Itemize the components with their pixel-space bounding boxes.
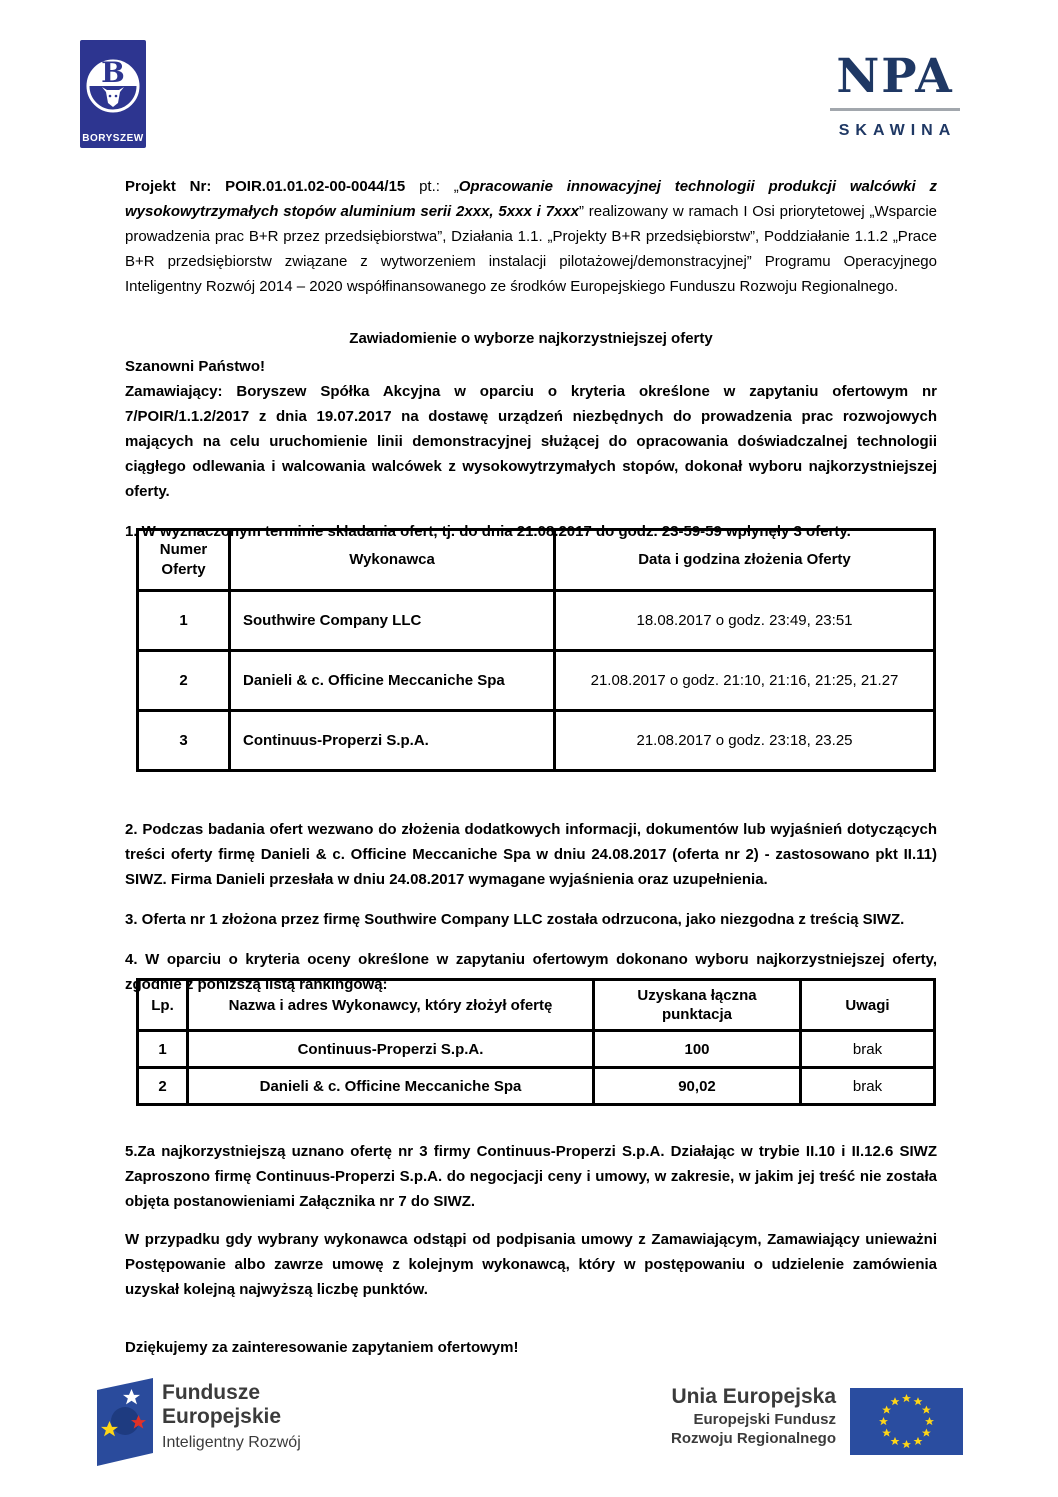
- offer-contractor: Southwire Company LLC: [230, 591, 555, 651]
- point-5-text: 5.Za najkorzystniejszą uznano ofertę nr 3 firmy Continuus-Properzi S.p.A. Działając w trybie II.10 i II.12.6 SIWZ Zaproszono firmę Continuus-Properzi S.p.A. do negocjacji ceny i umowy, w zakresie, w jakim jej treść nie została objęta postanowieniami Załącznika nr 7 do SIWZ.: [125, 1143, 937, 1210]
- thanks-line: Dziękujemy za zainteresowanie zapytaniem ofertowym!: [125, 1339, 519, 1356]
- boryszew-logo-icon: [80, 40, 146, 148]
- intro-normal-2: ” realizowany w ramach I Osi priorytetowej „Wsparcie prowadzenia prac B+R przez przedsiębiorstwa”, Działania 1.1. „Projekty B+R przedsiębiorstw”, Poddziałanie 1.1.2 „Prace B+R przedsiębiorstw związane z wytworzeniem instalacji pilotażowej/demonstracyjnej” Programu Operacyjnego Inteligentny Rozwój 2014 – 2020 współfinansowanego ze środków Europejskiego Funduszu Rozwoju Regionalnego.: [125, 203, 937, 295]
- point-3-text: 3. Oferta nr 1 złożona przez firmę Southwire Company LLC została odrzucona, jako niezgodna z treścią SIWZ.: [125, 911, 905, 928]
- fundusze-europejskie-wordmark: [162, 1381, 301, 1454]
- offer-datetime: 18.08.2017 o godz. 23:49, 23:51: [555, 591, 935, 651]
- ranking-table-header-row: [138, 980, 935, 1031]
- table-row: [138, 1031, 935, 1068]
- offer-datetime: 21.08.2017 o godz. 21:10, 21:16, 21:25, 21.27: [555, 651, 935, 711]
- unia-line2: Europejski Fundusz: [693, 1411, 836, 1428]
- ranking-table: [136, 978, 936, 1106]
- ranking-header-remarks: Uwagi: [801, 980, 935, 1031]
- notice-paragraph: [125, 354, 937, 504]
- ranking-contractor: Continuus-Properzi S.p.A.: [188, 1031, 594, 1068]
- fundusze-line1: Fundusze: [162, 1381, 260, 1404]
- fundusze-europejskie-flag-icon: [95, 1377, 153, 1475]
- unia-line3: Rozwoju Regionalnego: [671, 1430, 836, 1447]
- npa-logo-divider: [830, 108, 960, 111]
- fundusze-line3: Inteligentny Rozwój: [162, 1434, 301, 1451]
- offers-table: [136, 528, 936, 772]
- offer-contractor: Continuus-Properzi S.p.A.: [230, 711, 555, 771]
- ranking-header-name: Nazwa i adres Wykonawcy, który złożył ofertę: [188, 980, 594, 1031]
- ranking-contractor: Danieli & c. Officine Meccaniche Spa: [188, 1068, 594, 1105]
- offer-contractor: Danieli & c. Officine Meccaniche Spa: [230, 651, 555, 711]
- point-1-text: 1. W wyznaczonym terminie składania ofert, tj. do dnia 21.08.2017 do godz. 23-59-59 wpłynęły 3 oferty.: [125, 523, 851, 540]
- table-row: [138, 591, 935, 651]
- table-row: [138, 1068, 935, 1105]
- offers-table-header-row: [138, 530, 935, 591]
- ranking-header-points: Uzyskana łączna punktacja: [594, 980, 801, 1031]
- salutation: Szanowni Państwo!: [125, 358, 266, 375]
- point-4-text: 4. W oparciu o kryteria oceny określone w zapytaniu ofertowym dokonano wyboru najkorzystniejszej oferty, zgodnie z poniższą listą rankingową:: [125, 951, 937, 993]
- ranking-points: 90,02: [594, 1068, 801, 1105]
- intro-normal-1: pt.: „: [405, 178, 459, 195]
- svg-text:BORYSZEW: BORYSZEW: [82, 133, 144, 144]
- offer-number: 3: [138, 711, 230, 771]
- eu-flag-icon: [850, 1388, 963, 1463]
- unia-line1: Unia Europejska: [671, 1385, 836, 1408]
- fundusze-line2: Europejskie: [162, 1405, 282, 1428]
- ranking-remarks: brak: [801, 1031, 935, 1068]
- project-title-quote: Opracowanie innowacyjnej technologii produkcji walcówki z wysokowytrzymałych stopów aluminium serii 2xxx, 5xxx i 7xxx: [125, 178, 937, 220]
- ranking-lp: 2: [138, 1068, 188, 1105]
- npa-logo-subtitle: SKAWINA: [838, 122, 957, 139]
- withdrawal-clause-text: W przypadku gdy wybrany wykonawca odstąpi od podpisania umowy z Zamawiającym, Zamawiający unieważni Postępowanie albo zawrze umowę z kolejnym wykonawcą, który w postępowaniu o udzielenie zamówienia uzyskał kolejną najwyższą liczbę punktów.: [125, 1231, 937, 1298]
- ranking-lp: 1: [138, 1031, 188, 1068]
- svg-text:B: B: [101, 56, 125, 89]
- boryszew-logo: [80, 40, 146, 148]
- point-2-text: 2. Podczas badania ofert wezwano do złożenia dodatkowych informacji, dokumentów lub wyjaśnień dotyczących treści oferty firmę Danieli & c. Officine Meccaniche Spa w dniu 24.08.2017 (oferta nr 2) - zastosowano pkt II.11) SIWZ. Firma Danieli przesłała w dniu 24.08.2017 wymagane wyjaśnienia oraz uzupełnienia.: [125, 821, 937, 888]
- ranking-points: 100: [594, 1031, 801, 1068]
- notice-body: Zamawiający: Boryszew Spółka Akcyjna w oparciu o kryteria określone w zapytaniu ofertowym nr 7/POIR/1.1.2/2017 z dnia 19.07.2017 na dostawę urządzeń niezbędnych do prowadzenia prac rozwojowych mających na celu uruchomienie linii demonstracyjnej służącej do opracowania doświadczalnej technologii ciągłego odlewania i walcowania walcówek z wysokowytrzymałych stopów, dokonał wyboru najkorzystniejszej oferty.: [125, 383, 937, 500]
- project-number: Projekt Nr: POIR.01.01.02-00-0044/15: [125, 178, 406, 195]
- table-row: [138, 711, 935, 771]
- npa-skawina-logo: [828, 49, 962, 143]
- offers-header-contractor: Wykonawca: [230, 530, 555, 591]
- document-title: Zawiadomienie o wyborze najkorzystniejszej oferty: [349, 330, 713, 347]
- table-row: [138, 651, 935, 711]
- offer-number: 2: [138, 651, 230, 711]
- unia-europejska-wordmark: [600, 1384, 836, 1448]
- offer-number: 1: [138, 591, 230, 651]
- ranking-remarks: brak: [801, 1068, 935, 1105]
- offer-datetime: 21.08.2017 o godz. 23:18, 23.25: [555, 711, 935, 771]
- project-intro-paragraph: [125, 174, 937, 299]
- offers-header-datetime: Data i godzina złożenia Oferty: [555, 530, 935, 591]
- npa-logo-title: NPA: [836, 49, 954, 104]
- offers-header-number: Numer Oferty: [138, 530, 230, 591]
- ranking-header-lp: Lp.: [138, 980, 188, 1031]
